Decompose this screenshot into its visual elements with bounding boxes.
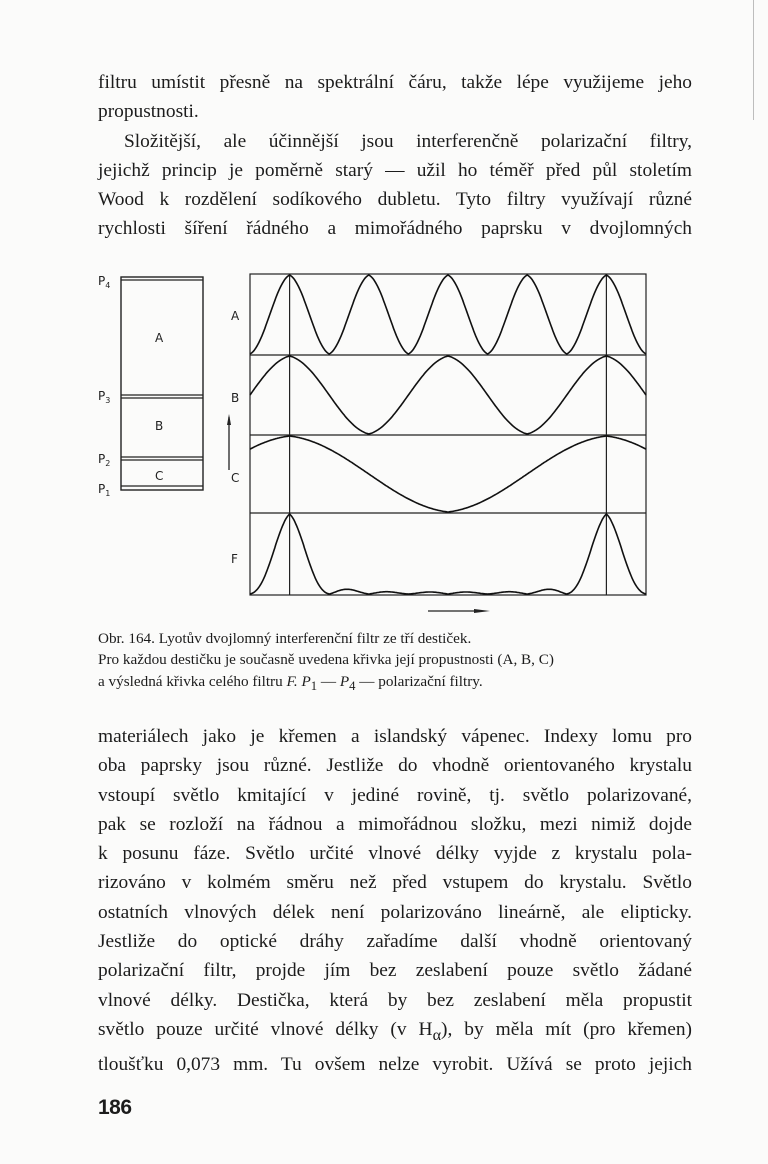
caption-post: — polarizační filtry. <box>355 672 483 690</box>
chart-frame <box>250 274 646 595</box>
text-line: polarizační filtr, projde jím bez zeslabení pouze světlo žádané <box>98 960 692 982</box>
curve-label-a: A <box>231 309 240 323</box>
text-line: vstoupí světlo kmitající v jediné rovině, tj. světlo polarizované, <box>98 784 692 806</box>
label-p4: $P_4$ <box>98 274 111 290</box>
caption-f: F. <box>286 672 302 690</box>
text-line: Složitější, ale účinnější jsou interferenčně polarizační filtry, <box>124 130 692 152</box>
caption-p4: P <box>339 672 350 690</box>
text-fragment: ), by měla mít (pro křemen) <box>441 1018 692 1040</box>
figure-caption <box>98 628 698 697</box>
text-fragment: světlo pouze určité vlnové délky (v H <box>98 1018 433 1040</box>
text-line: oba paprsky jsou různé. Jestliže do vhodně orientovaného krystalu <box>98 755 692 777</box>
text-line: rizováno v kolmém směru než před vstupem do krystalu. Světlo <box>98 872 692 894</box>
curve-c <box>250 436 646 512</box>
curve-label-b: B <box>231 391 240 405</box>
text-line: tloušťku 0,073 mm. Tu ovšem nelze vyrobit. Užívá se proto jejich <box>98 1054 692 1076</box>
text-line: Jestliže do optické dráhy zařadíme další vhodně orientovaný <box>98 931 692 953</box>
text-line: filtru umístit přesně na spektrální čáru, takže lépe využijeme jeho <box>98 72 692 93</box>
caption-p1: P <box>301 672 311 690</box>
curve-f <box>250 514 646 594</box>
caption-line <box>98 671 698 697</box>
text-line: ostatních vlnových délek není polarizováno lineárně, ale elipticky. <box>98 901 692 923</box>
text-line: materiálech jako je křemen a islandský vápenec. Indexy lomu pro <box>98 726 692 747</box>
plate-label-c: C <box>155 469 164 483</box>
text-line: pak se rozloží na řádnou a mimořádnou složku, mezi nimiž dojde <box>98 813 692 835</box>
polarizer-labels <box>98 274 110 498</box>
page-number: 186 <box>98 1096 132 1119</box>
caption-line: Pro každou destičku je současně uvedena křivka její propustnosti (A, B, C) <box>98 651 554 669</box>
text-line <box>98 1015 692 1050</box>
text-line: jejichž princip je poměrně starý — užil ho téměř před půl stoletím <box>98 159 692 181</box>
label-p2: $P_2$ <box>98 452 111 468</box>
curve-b <box>250 356 646 434</box>
caption-sub4: 4 <box>349 678 356 693</box>
label-p3: $P_3$ <box>98 389 111 405</box>
subscript-alpha: α <box>432 1026 442 1044</box>
light-direction-arrowhead <box>227 414 231 425</box>
text-line: k posunu fáze. Světlo určité vlnové délky vyjde z krystalu pola- <box>98 843 692 865</box>
curve-a <box>250 275 646 354</box>
caption-sub1: 1 <box>310 678 318 693</box>
plate-stack-outline <box>121 277 203 490</box>
caption-dash: — <box>317 672 340 690</box>
curve-label-f: F <box>231 552 238 566</box>
text-line: vlnové délky. Destička, která by bez zeslabení měla propustit <box>98 989 692 1011</box>
caption-text: a výsledná křivka celého filtru <box>98 672 287 690</box>
paragraph-bottom <box>98 722 692 1079</box>
plate-label-b: B <box>155 419 164 433</box>
label-p1: $P_1$ <box>98 482 111 498</box>
wavelength-arrowhead <box>474 609 490 613</box>
text-line: Wood k rozdělení sodíkového dubletu. Tyto filtry využívají různé <box>98 189 692 211</box>
text-line: propustnosti. <box>98 101 199 123</box>
plate-label-a: A <box>155 331 164 345</box>
caption-line: Obr. 164. Lyotův dvojlomný interferenční filtr ze tří destiček. <box>98 630 472 647</box>
plate-stack <box>121 277 203 490</box>
curve-label-c: C <box>231 471 240 485</box>
text-line: rychlosti šíření řádného a mimořádného paprsku v dvojlomných <box>98 218 692 240</box>
